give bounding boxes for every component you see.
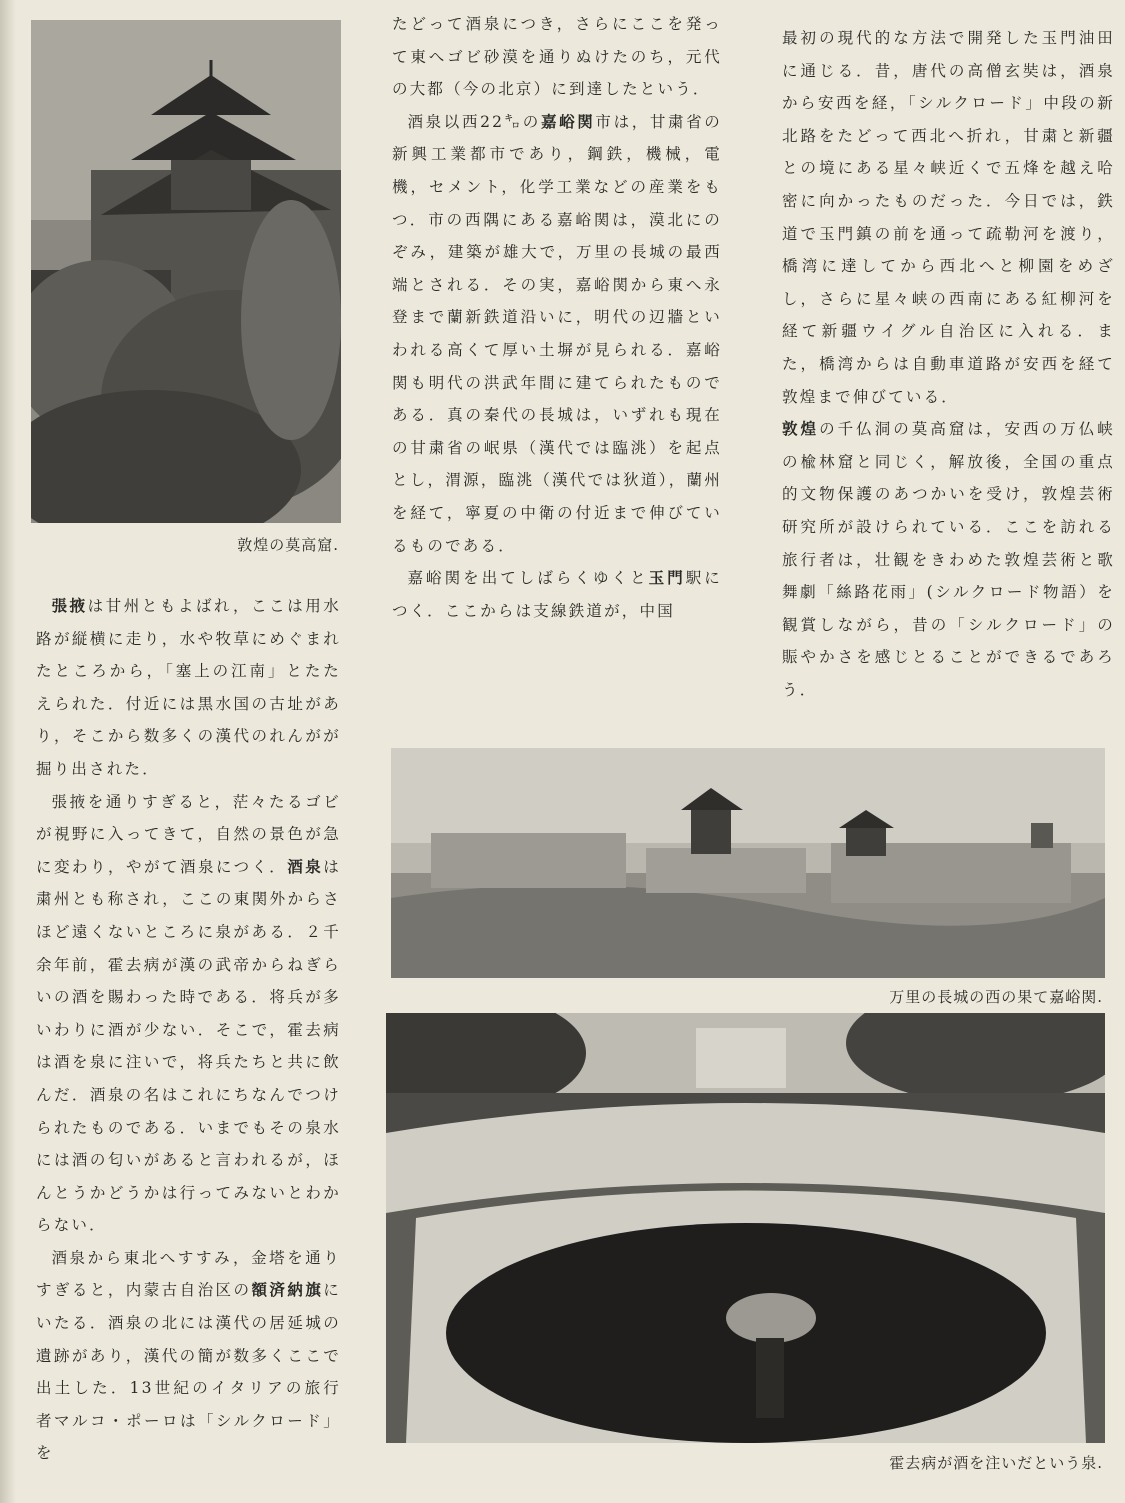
left-p3-before: 酒泉から東北へすすみ，金塔を通りすぎると，内蒙古自治区の <box>36 1248 341 1300</box>
left-column <box>36 590 341 1470</box>
right-paragraph-2 <box>782 413 1115 706</box>
right-paragraph-1: 最初の現代的な方法で開発した玉門油田に通じる．昔，唐代の高僧玄奘は，酒泉から安西を経，「シルクロード」中段の新北路をたどって西北へ折れ，甘粛と新疆との境にある星々峡近くで五烽を越え哈密に向かったものだった．今日では，鉄道で玉門鎮の前を通って疏勒河を渡り，橋湾に達してから西北へと柳園をめざし，さらに星々峡の西南にある紅柳河を経て新疆ウイグル自治区に入れる．また，橋湾からは自動車道路が安西を経て敦煌まで伸びている． <box>782 29 1115 406</box>
left-p2-after: は粛州とも称され，ここの東関外からさほど遠くないところに泉がある．２千余年前，霍去病が漢の武帝からねぎらいの酒を賜わった時である．将兵が多いわりに酒が少ない．そこで，霍去病は酒を泉に注いで，将兵たちと共に飲んだ．酒泉の名はこれにちなんでつけられたものである．いまでもその泉水には酒の匂いがあると言われるが，ほんとうかどうかは行ってみないとわからない． <box>36 857 341 1235</box>
spring-caption: 霍去病が酒を注いだという泉. <box>889 1454 1103 1472</box>
middle-p2-emphasis: 嘉峪関 <box>540 111 596 131</box>
left-paragraph-1 <box>36 590 341 786</box>
middle-column <box>392 8 722 627</box>
left-p1-emphasis: 張掖 <box>51 596 88 615</box>
left-paragraph-3 <box>36 1242 341 1470</box>
right-column <box>782 22 1115 706</box>
left-p2-emphasis: 酒泉 <box>287 856 324 876</box>
middle-p3-after: 駅につく．ここからは支線鉄道が，中国 <box>392 569 722 620</box>
middle-p3-before: 嘉峪関を出てしばらくゆくと <box>407 569 649 588</box>
left-p1-text: は甘州ともよばれ，ここは用水路が縦横に走り，水や牧草にめぐまれたところから，「塞上の江南」とたたえられた．付近には黒水国の古址があり，そこから数多くの漢代のれんがが掘り出された． <box>36 597 342 778</box>
jiayuguan-photo <box>391 748 1105 978</box>
left-p2-before: 張掖を通りすぎると，茫々たるゴビが視野に入ってきて，自然の景色が急に変わり，やがて酒泉につく． <box>36 792 341 876</box>
mogao-caves-caption: 敦煌の莫高窟. <box>237 536 339 554</box>
middle-p2-after: 市は，甘粛省の新興工業都市であり，鋼鉄，機械，電機，セメント，化学工業などの産業をもつ．市の西隅にある嘉峪関は，漠北にのぞみ，建築が雄大で，万里の長城の最西端とされる．その実，嘉峪関から東へ永登まで蘭新鉄道沿いに，明代の辺牆といわれる高くて厚い土塀が見られる．嘉峪関も明代の洪武年間に建てられたものである．真の秦代の長城は，いずれも現在の甘粛省の岷県（漢代では臨洮）を起点とし，渭源，臨洮（漢代では狄道），蘭州を経て，寧夏の中衛の付近まで伸びているものである． <box>392 112 723 555</box>
spring-photo <box>386 1013 1105 1443</box>
middle-paragraph-3 <box>392 562 722 627</box>
middle-p2-before: 酒泉以西22㌔の <box>407 112 541 131</box>
mogao-caves-photo <box>31 20 341 523</box>
middle-paragraph-2 <box>392 106 722 562</box>
jiayuguan-caption: 万里の長城の西の果て嘉峪関. <box>889 988 1103 1006</box>
middle-paragraph-1: たどって酒泉につき，さらにここを発って東へゴビ砂漠を通りぬけたのち，元代の大都（今の北京）に到達したという． <box>392 15 722 99</box>
right-p2-emphasis: 敦煌 <box>782 419 820 439</box>
left-paragraph-2 <box>36 786 341 1242</box>
right-p2-after: の千仏洞の莫高窟は，安西の万仏峡の楡林窟と同じく，解放後，全国の重点的文物保護のあつかいを受け，敦煌芸術研究所が設けられている．ここを訪れる旅行者は，壮観をきわめた敦煌芸術と歌舞劇「絲路花雨」(シルクロード物語）を観賞しながら，昔の「シルクロード」の賑やかさを感じとることができるであろう． <box>782 420 1115 699</box>
middle-p3-emphasis: 玉門 <box>648 568 686 588</box>
left-p3-after: にいたる．酒泉の北には漢代の居延城の遺跡があり，漢代の簡が数多くここで出土した．13世紀のイタリアの旅行者マルコ・ポーロは「シルクロード」を <box>36 1281 341 1463</box>
left-p3-emphasis: 額済納旗 <box>251 1280 324 1300</box>
page-gutter-shadow <box>0 0 16 1503</box>
